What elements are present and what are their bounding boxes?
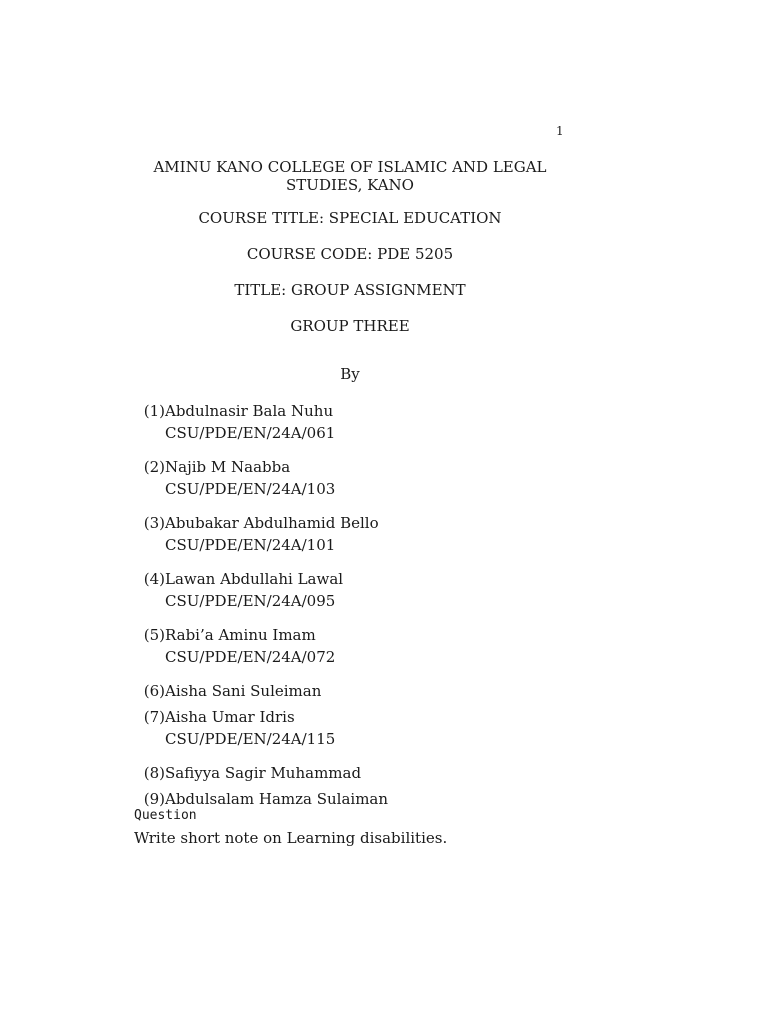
member-number: (7) <box>143 708 165 726</box>
member-name: Safiyya Sagir Muhammad <box>165 764 362 782</box>
member-name: Najib M Naabba <box>165 458 291 476</box>
member-name: Lawan Abdullahi Lawal <box>165 570 344 588</box>
member-item <box>134 568 594 612</box>
question-label: Question <box>134 808 197 823</box>
institution-line-2: STUDIES, KANO <box>286 176 414 194</box>
course-code: COURSE CODE: PDE 5205 <box>246 245 454 263</box>
member-id: CSU/PDE/EN/24A/061 <box>165 424 336 442</box>
institution-name <box>134 158 566 194</box>
member-name: Aisha Sani Suleiman <box>165 682 322 700</box>
by-label: By <box>340 365 360 383</box>
page-number: 1 <box>556 124 564 138</box>
member-name: Abubakar Abdulhamid Bello <box>165 514 379 532</box>
assignment-title: TITLE: GROUP ASSIGNMENT <box>234 281 466 299</box>
member-list <box>134 400 594 814</box>
member-name: Aisha Umar Idris <box>165 708 295 726</box>
member-number: (1) <box>143 402 165 420</box>
institution-line-1: AMINU KANO COLLEGE OF ISLAMIC AND LEGAL <box>153 158 547 176</box>
member-number: (4) <box>143 570 165 588</box>
member-item <box>134 400 594 444</box>
member-item <box>134 680 594 702</box>
member-number: (5) <box>143 626 165 644</box>
member-id: CSU/PDE/EN/24A/115 <box>165 730 336 748</box>
member-id: CSU/PDE/EN/24A/103 <box>165 480 336 498</box>
member-number: (6) <box>143 682 165 700</box>
member-name: Abdulsalam Hamza Sulaiman <box>165 790 389 808</box>
member-item <box>134 762 594 784</box>
member-number: (8) <box>143 764 165 782</box>
member-item <box>134 456 594 500</box>
member-id: CSU/PDE/EN/24A/101 <box>165 536 336 554</box>
question-text: Write short note on Learning disabilities. <box>134 829 448 847</box>
group-label: GROUP THREE <box>290 317 410 335</box>
member-number: (9) <box>143 790 165 808</box>
member-item <box>134 788 594 810</box>
member-id: CSU/PDE/EN/24A/072 <box>165 648 336 666</box>
member-item <box>134 624 594 668</box>
member-item <box>134 512 594 556</box>
member-item <box>134 706 594 750</box>
member-id: CSU/PDE/EN/24A/095 <box>165 592 336 610</box>
course-title: COURSE TITLE: SPECIAL EDUCATION <box>198 209 502 227</box>
member-name: Rabi’a Aminu Imam <box>165 626 316 644</box>
member-name: Abdulnasir Bala Nuhu <box>165 402 334 420</box>
member-number: (3) <box>143 514 165 532</box>
member-number: (2) <box>143 458 165 476</box>
